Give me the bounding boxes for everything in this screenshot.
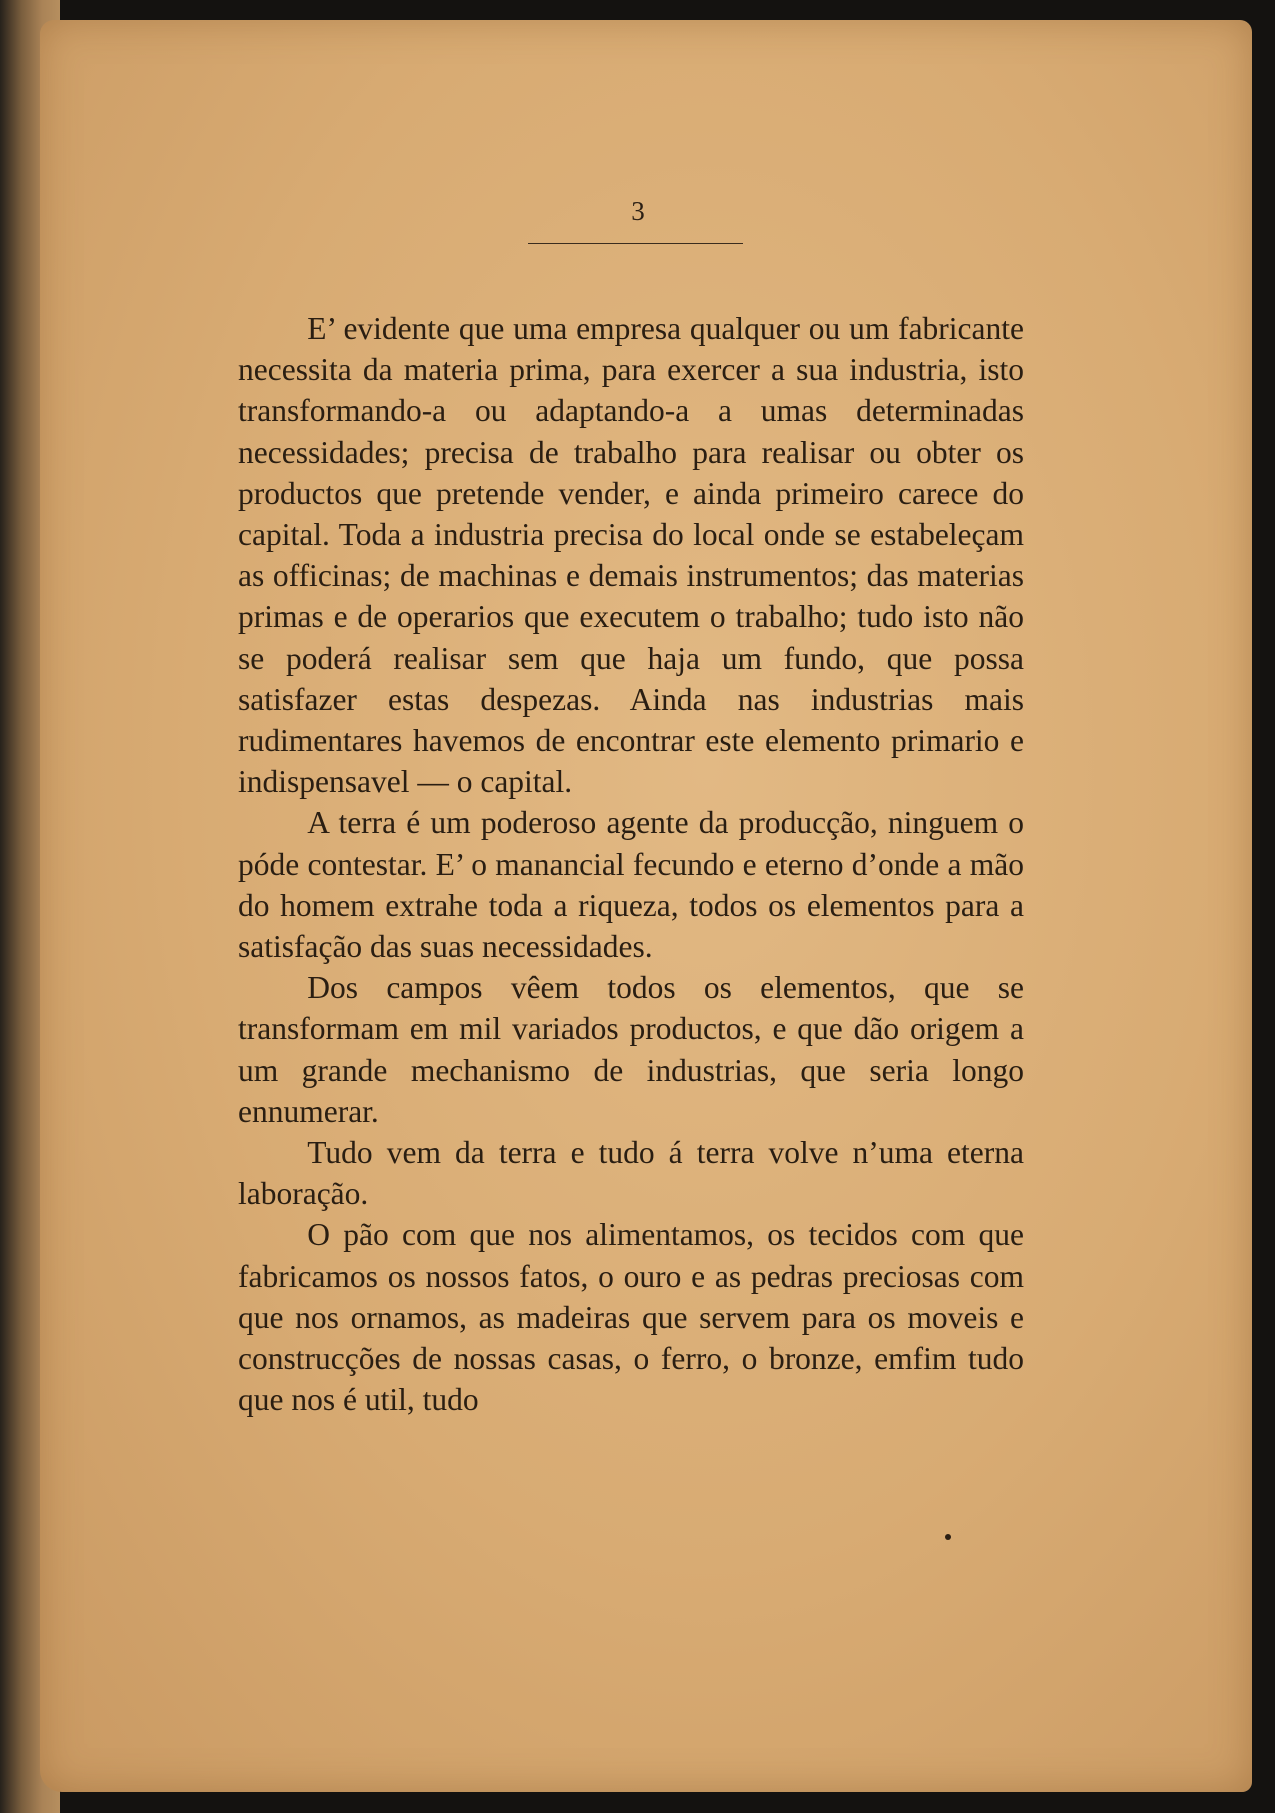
paragraph: O pão com que nos alimentamos, os tecidos com que fabricamos os nossos fatos, o ouro e as pedras preciosas com que nos ornamos, as madeiras que servem para os moveis e construcções de nossas casas, o ferro, o bronze, emfim tudo que nos é util, tudo bbox=[238, 1217, 1024, 1418]
header-rule bbox=[528, 243, 743, 244]
paragraph: E’ evidente que uma empresa qualquer ou um fabricante necessita da materia prima, para exercer a sua industria, isto transformando-a ou adaptando-a a umas determinadas necessidades; precisa de trabalho para realisar ou obter os productos que pretende vender, e ainda primeiro carece do capital. Toda a industria precisa do local onde se estabeleçam as officinas; de machinas e demais instrumentos; das materias primas e de operarios que executem o trabalho; tudo isto não se poderá realisar sem que haja um fundo, que possa satisfazer estas despezas. Ainda nas industrias mais rudimentares havemos de encontrar este elemento primario e indispensavel — o capital. bbox=[238, 311, 1024, 800]
page-number: 3 bbox=[631, 196, 645, 226]
paragraph: A terra é um poderoso agente da producção, ninguem o póde contestar. E’ o manancial fecundo e eterno d’onde a mão do homem extrahe toda a riqueza, todos os elementos para a satisfação das suas necessidades. bbox=[238, 805, 1024, 965]
paragraph: Dos campos vêem todos os elementos, que se transformam em mil variados productos, e que dão origem a um grande mechanismo de industrias, que seria longo ennumerar. bbox=[238, 970, 1024, 1129]
ink-speck bbox=[945, 1534, 951, 1540]
body-text bbox=[238, 308, 1024, 1420]
paragraph: Tudo vem da terra e tudo á terra volve n’uma eterna laboração. bbox=[238, 1135, 1024, 1212]
